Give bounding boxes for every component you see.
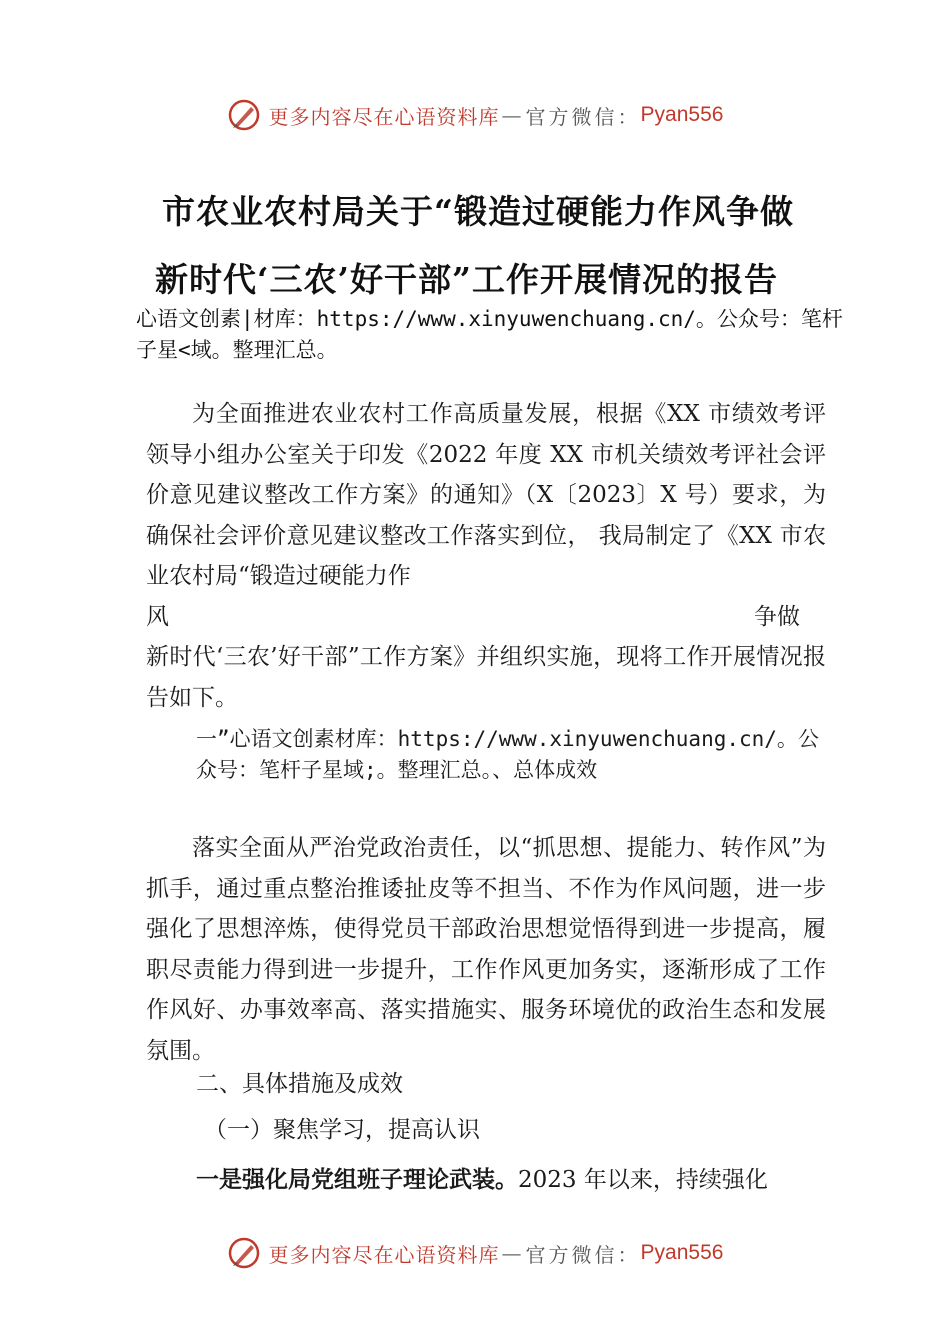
document-title-line-1: 市农业农村局关于“锻造过硬能力作风争做 (162, 192, 794, 231)
banner-separator: — (501, 1241, 524, 1265)
bottom-watermark-banner (0, 1233, 950, 1273)
intro-paragraph-tail: 新时代‘三农’好干部”工作方案》并组织实施，现将工作开展情况报告如下。 (146, 644, 826, 711)
banner-brand: 更多内容尽在心语资料库 (268, 1242, 500, 1267)
split-left-text: 风 (146, 603, 169, 630)
pen-logo-icon (227, 1236, 261, 1270)
intro-paragraph-split-line (146, 597, 826, 638)
measure-paragraph (196, 1160, 768, 1200)
pen-logo-icon (227, 98, 261, 132)
banner-wechat-label: 官方微信： (525, 1242, 641, 1267)
overall-results-paragraph: 落实全面从严治党政治责任，以“抓思想、提能力、转作风”为抓手，通过重点整治推诿扯皮等不担当、不作为作风问题，进一步强化了思想淬炼，使得党员干部政治思想觉悟得到进一步提高，履职尽责能力得到进一步提升，工作作风更加务实，逐渐形成了工作作风好、办事效率高、落实措施实、服务环境优的政治生态和发展氛围。 (146, 835, 826, 1064)
banner-wechat-id: Pyan556 (640, 1241, 724, 1264)
split-right-text: 争做 (754, 603, 800, 630)
banner-wechat-id: Pyan556 (640, 103, 724, 126)
source-note: 心语文创素|材库：https://www.xinyuwenchuang.cn/。公众号：笔杆子星<域。整理汇总。 (136, 307, 843, 362)
banner-wechat-label: 官方微信： (525, 104, 641, 129)
banner-brand: 更多内容尽在心语资料库 (268, 104, 500, 129)
section-heading-2: 二、具体措施及成效 (196, 1071, 403, 1097)
banner-separator: — (501, 103, 524, 127)
intro-paragraph-main: 为全面推进农业农村工作高质量发展，根据《XX 市绩效考评领导小组办公室关于印发《2022 年度 XX 市机关绩效考评社会评价意见建议整改工作方案》的通知》（X〔2023〕X 号）要求，为确保社会评价意见建议整改工作落实到位， 我局制定了《XX 市农业农村局“锻造过硬能力作 (146, 401, 826, 589)
subsection-heading-1: （一）聚焦学习，提高认识 (204, 1117, 480, 1143)
measure-text: 2023 年以来，持续强化 (518, 1167, 768, 1193)
document-title-line-2: 新时代‘三农’好干部”工作开展情况的报告 (155, 260, 778, 299)
intro-paragraph (146, 394, 826, 718)
top-watermark-banner (0, 95, 950, 135)
measure-lead-bold: 一是强化局党组班子理论武装。 (196, 1167, 518, 1193)
section-heading-1: 一”心语文创素材库：https://www.xinyuwenchuang.cn/。公众号：笔杆子星域;。整理汇总。、总体成效 (196, 727, 819, 782)
